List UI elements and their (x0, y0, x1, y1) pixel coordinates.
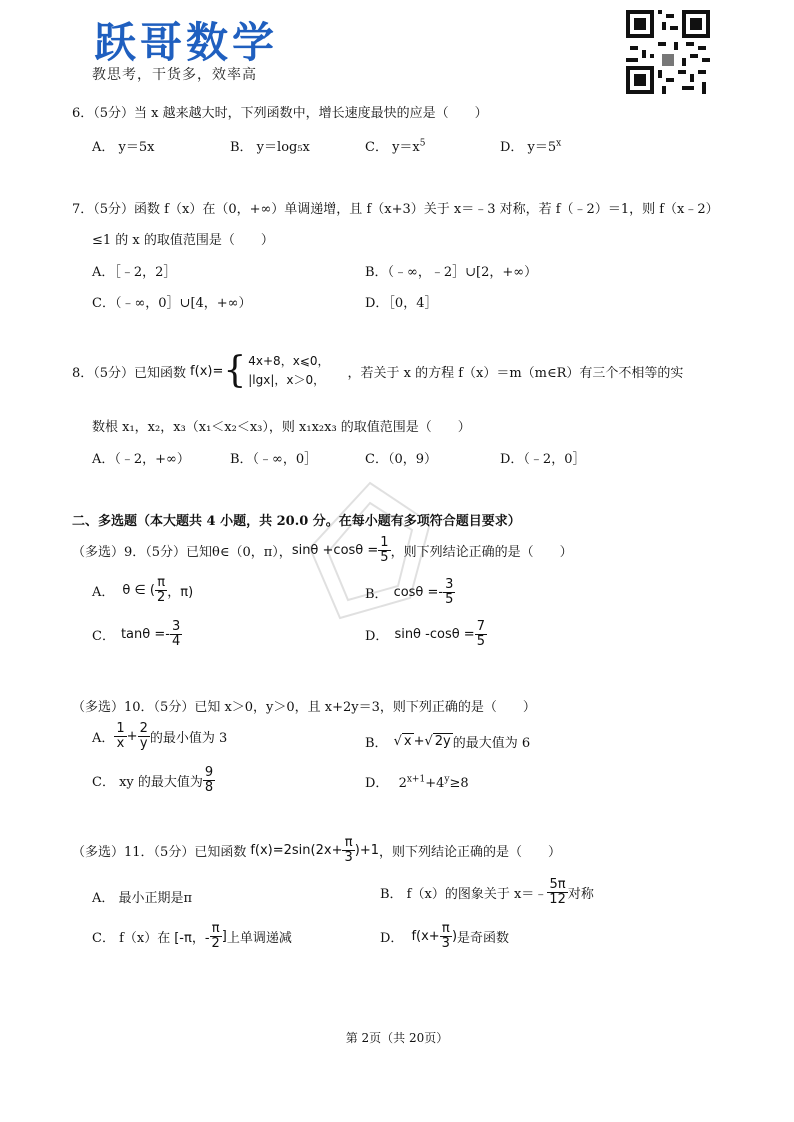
q7-option-a: A．［﹣2，2］ (92, 265, 177, 280)
question-7-stem-line1: 7．（5分）函数 f（x）在（0，+∞）单调递增，且 f（x+3）关于 x＝﹣3 对称，若 f（﹣2）＝1，则 f（x﹣2） (72, 202, 719, 217)
q9-option-a: A． θ ∈ ( $\frac{\pi}{2}$ ，π) (92, 575, 194, 605)
question-8-stem-line2: 数根 x₁，x₂，x₃（x₁＜x₂＜x₃），则 x₁x₂x₃ 的取值范围是（ ） (92, 420, 471, 435)
question-11-stem: （多选）11．（5分）已知函数 f(x)=2sin(2x+ $\frac{\pi}{3}$ )+1 ，则下列结论正确的是（ ） (72, 835, 562, 865)
q8-option-c: C．（0，9） (365, 452, 437, 467)
page-footer: 第 2页（共 20页） (345, 1031, 449, 1045)
q10-option-c: C． xy 的最大值为 $\frac{9}{8}$ (92, 765, 214, 795)
section-2-heading: 二、多选题（本大题共 4 小题，共 20.0 分。在每小题有多项符合题目要求） (72, 514, 521, 529)
question-8-stem-line1: 8．（5分）已知函数 f(x)= { 4x+8，x⩽0， |lgx|，x＞0， ，若关于 x 的方程 f（x）＝m（m∈R）有三个不相等的实 (72, 350, 684, 391)
q11-option-a: A． 最小正期是π (92, 891, 193, 906)
q11-option-b: B． f（x）的图象关于 x＝﹣ $\frac{5\pi}{12}$ 对称 (380, 877, 594, 907)
q10-option-b: B． √ x + √ 2y 的最大值为 6 (365, 734, 531, 751)
question-7-stem-line2: ≤1 的 x 的取值范围是（ ） (92, 233, 274, 248)
q7-option-c: C．（﹣∞，0］∪[4，+∞） (92, 296, 252, 311)
brand-logo-title: 跃哥数学 (94, 18, 279, 67)
q11-option-d: D． f(x+ $\frac{\pi}{3}$ ) 是奇函数 (380, 921, 510, 951)
q9-option-d: D． sinθ -cosθ = $\frac{7}{5}$ (365, 619, 485, 649)
q10-option-d: D． $2^{x+1}+4^y\ge 8$ (365, 774, 469, 791)
q9-option-c: C． tanθ =- $\frac{3}{4}$ (92, 619, 181, 649)
question-10-stem: （多选）10．（5分）已知 x＞0，y＞0，且 x+2y＝3，则下列正确的是（ ） (72, 700, 536, 715)
q8-option-b: B．（﹣∞，0］ (230, 452, 318, 467)
qr-code-icon (626, 10, 710, 94)
question-6-stem: 6．（5分）当 x 越来越大时，下列函数中，增长速度最快的应是（ ） (72, 106, 488, 121)
q9-option-b: B． cosθ =- $\frac{3}{5}$ (365, 577, 454, 607)
q6-option-b: B． y＝log₅x (230, 140, 310, 155)
q8-option-d: D．（﹣2，0］ (500, 452, 586, 467)
q6-option-a: A． y＝5x (92, 140, 155, 155)
q11-option-c: C． f（x）在 [-π，- $\frac{\pi}{2}$ ] 上单调递减 (92, 921, 292, 951)
q7-option-d: D．［0，4］ (365, 296, 438, 311)
q7-option-b: B．（﹣∞，﹣2］∪[2，+∞） (365, 265, 538, 280)
brand-slogan: 教思考，干货多，效率高 (92, 67, 257, 83)
q6-option-d: D． $y=5^x$ (500, 138, 562, 155)
question-9-stem: （多选）9．（5分）已知θ∈（0，π）， sinθ +cosθ = $\frac{1}{5}$ ，则下列结论正确的是（ ） (72, 535, 573, 565)
q10-option-a: A． $\frac{1}{x}$ + $\frac{2}{y}$ 的最小值为 3 (92, 721, 228, 751)
q8-option-a: A．（﹣2，+∞） (92, 452, 190, 467)
q6-option-c: C． $y=x^5$ (365, 138, 426, 155)
